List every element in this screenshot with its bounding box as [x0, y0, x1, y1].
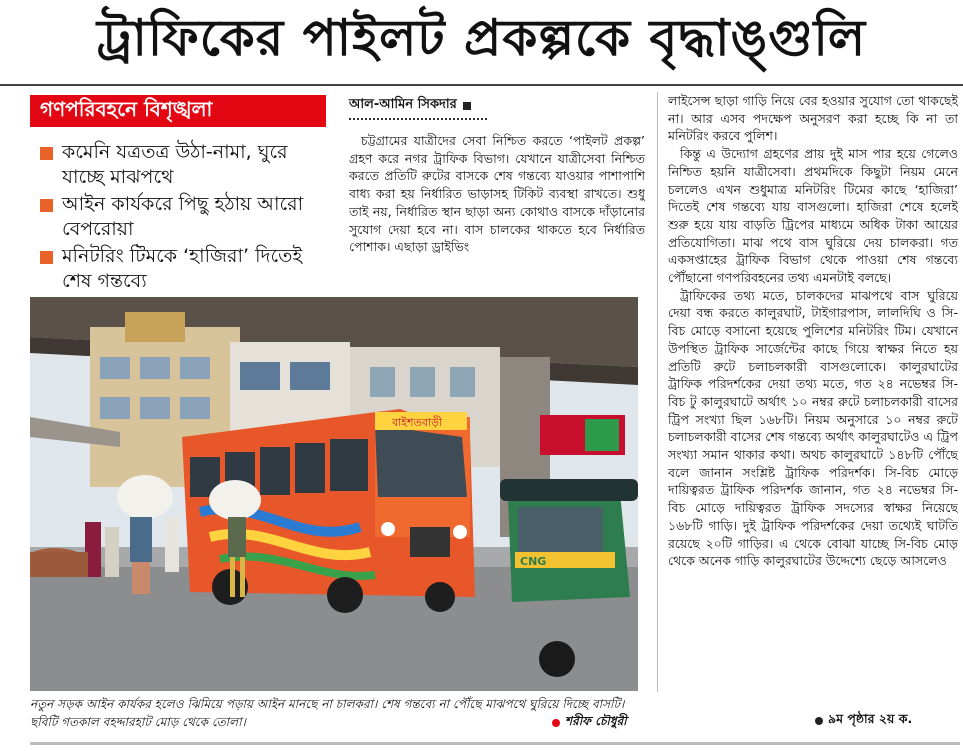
square-bullet-icon — [40, 199, 53, 212]
square-bullet-icon — [40, 251, 53, 264]
bus-destination-sign: বাইশতবাড়ী — [392, 416, 443, 429]
article-column-right — [668, 92, 958, 728]
dotted-separator — [349, 118, 487, 120]
bullet-text: আইন কার্যকরে পিছু হঠায় আরো বেপরোয়া — [62, 193, 304, 240]
highlight-bullets — [40, 140, 332, 296]
bullet-text: মনিটরিং টিমকে ‘হাজিরা’ দিতেই শেষ গন্তব্যে — [62, 245, 303, 292]
article-paragraph: লাইসেন্স ছাড়া গাড়ি নিয়ে বের হওয়ার সুযোগ তো থাকছেই না। আর এসব পদক্ষেপ অনুসরণ করা হচ্ছে কি না তা মনিটরিং করবে পুলিশ। — [668, 93, 958, 144]
article-paragraph: চট্টগ্রামের যাত্রীদের সেবা নিশ্চিত করতে ‘পাইলট প্রকল্প’ গ্রহণ করে নগর ট্রাফিক বিভাগ। যেখানে যাত্রীসেবা নিশ্চিত করতে প্রতিটি রুটের বাসকে শেষ গন্তব্যে যাওয়ার পাশাপাশি বাধ্য করা হয় নির্ধারিত ভাড়াসহ টিকিট ব্যবস্থা রাখতে। শুধু তাই নয়, নির্ধারিত স্থান ছাড়া অন্য কোথাও বাসকে দাঁড়ানোর সুযোগ দেয়া হবে না। বাস চালকের থাকতে হবে নির্ধারিত পোশাক। এছাড়া ড্রাইভিং — [349, 133, 645, 255]
street-scene-photo — [30, 297, 638, 691]
article-paragraph: ট্রাফিকের তথ্য মতে, চালকদের মাঝপথে বাস ঘুরিয়ে দেয়া বন্ধ করতে কালুরঘাট, টাইগারপাস, লালদিঘি ও সি-বিচ মোড়ে বসানো হয়েছে পুলিশের মনিটরিং টিম। যেখানে উপস্থিত ট্রাফিক সার্জেন্টের কাছে গিয়ে স্বাক্ষর নিতে হয় প্রতিটি রুটে চলাচলকারী বাসগুলোকে। কালুরঘাটের ট্রাফিক পরিদর্শকের দেয়া তথ্য মতে, গত ২৪ নভেম্বর সি-বিচ টু কালুরঘাটে অর্থাৎ ১০ নম্বর রুটে চলাচলকারী বাসের ট্রিপ সংখ্যা ছিল ১৬৮টি। নিয়ম অনুসারে ১০ নম্বর রুটে চলাচলকারী বাসের শেষ গন্তব্যে অর্থাৎ কালুরঘাটেও এ ট্রিপ সংখ্যা সমান থাকার কথা। অথচ কালুরঘাটে ১৪৮টি পৌঁছে বলে জানান সংশ্লিষ্ট ট্রাফিক পরিদর্শক। সি-বিচ মোড়ে দায়িত্বরত ট্রাফিক পরিদর্শক জানান, গত ২৪ নভেম্বর সি-বিচ মোড়ে দায়িত্বরত ট্রাফিক সদস্যের স্বাক্ষর নিয়েছে ১৬৮টি গাড়ি। দুই ট্রাফিক পরিদর্শকের দেয়া তথ্যেই ঘাটতি রয়েছে ২০টি গাড়ির। এ থেকে বোঝা যাচ্ছে সি-বিচ মোড় থেকে অনেক গাড়ি কালুরঘাটের উদ্দেশ্যে ছেড়ে আসলেও — [668, 287, 958, 569]
bottom-rule — [30, 742, 960, 745]
news-photo — [30, 297, 638, 691]
article-paragraph: কিন্তু এ উদ্যোগ গ্রহণের প্রায় দুই মাস পার হয়ে গেলেও নিশ্চিত হয়নি যাত্রীসেবা। প্রথমদিকে কিছুটা নিয়ম মেনে চললেও এখন শুধুমাত্র মনিটরিং টিমের কাছে ‘হাজিরা’ দিতেই শেষ গন্তব্যে যায় বাসগুলো। হাজিরা শেষে হলেই শুরু হয়ে যায় বাড়তি ট্রিপের মাধ্যমে অধিক টাকা আয়ের প্রতিযোগিতা। মাঝ পথে বাস ঘুরিয়ে দেয় চালকরা। গত একসপ্তাহের ট্রাফিক বিভাগ থেকে পাওয়া শেষ গন্তব্যে পৌঁছানো গণপরিবহনের তথ্য এমনটাই বলছে। — [668, 146, 958, 286]
article-column-middle — [349, 132, 645, 292]
red-dot-icon — [552, 719, 560, 727]
bullet-item — [40, 244, 332, 294]
author-byline — [349, 95, 649, 116]
photo-credit — [552, 713, 627, 733]
dot-marker-icon — [815, 717, 823, 725]
continued-text: ৯ম পৃষ্ঠার ২য় ক. — [828, 711, 913, 726]
square-marker-icon — [463, 102, 471, 110]
cng-label: CNG — [520, 555, 547, 568]
author-name: আল-আমিন সিকদার — [349, 97, 457, 112]
bullet-item — [40, 140, 332, 190]
photographer-name: শরীফ চৌধুরী — [565, 714, 627, 728]
column-divider — [657, 92, 658, 692]
photo-caption: নতুন সড়ক আইন কার্যকর হলেও ঝিমিয়ে পড়ায় আইন মানছে না চালকরা। শেষ গন্তব্যে না পৌঁছে মাঝপথে ঘুরিয়ে দিচ্ছে বাসটি। ছবিটি গতকাল বহদ্দারহাট মোড় থেকে তোলা। — [30, 697, 625, 729]
bullet-item — [40, 192, 332, 242]
page-headline: ট্রাফিকের পাইলট প্রকল্পকে বৃদ্ধাঙ্গুলি — [0, 0, 963, 86]
square-bullet-icon — [40, 147, 53, 160]
continued-on — [815, 711, 912, 731]
section-subhead: গণপরিবহনে বিশৃঙ্খলা — [30, 95, 326, 127]
bullet-text: কমেনি যত্রতত্র উঠা-নামা, ঘুরে যাচ্ছে মাঝপথে — [62, 141, 288, 188]
